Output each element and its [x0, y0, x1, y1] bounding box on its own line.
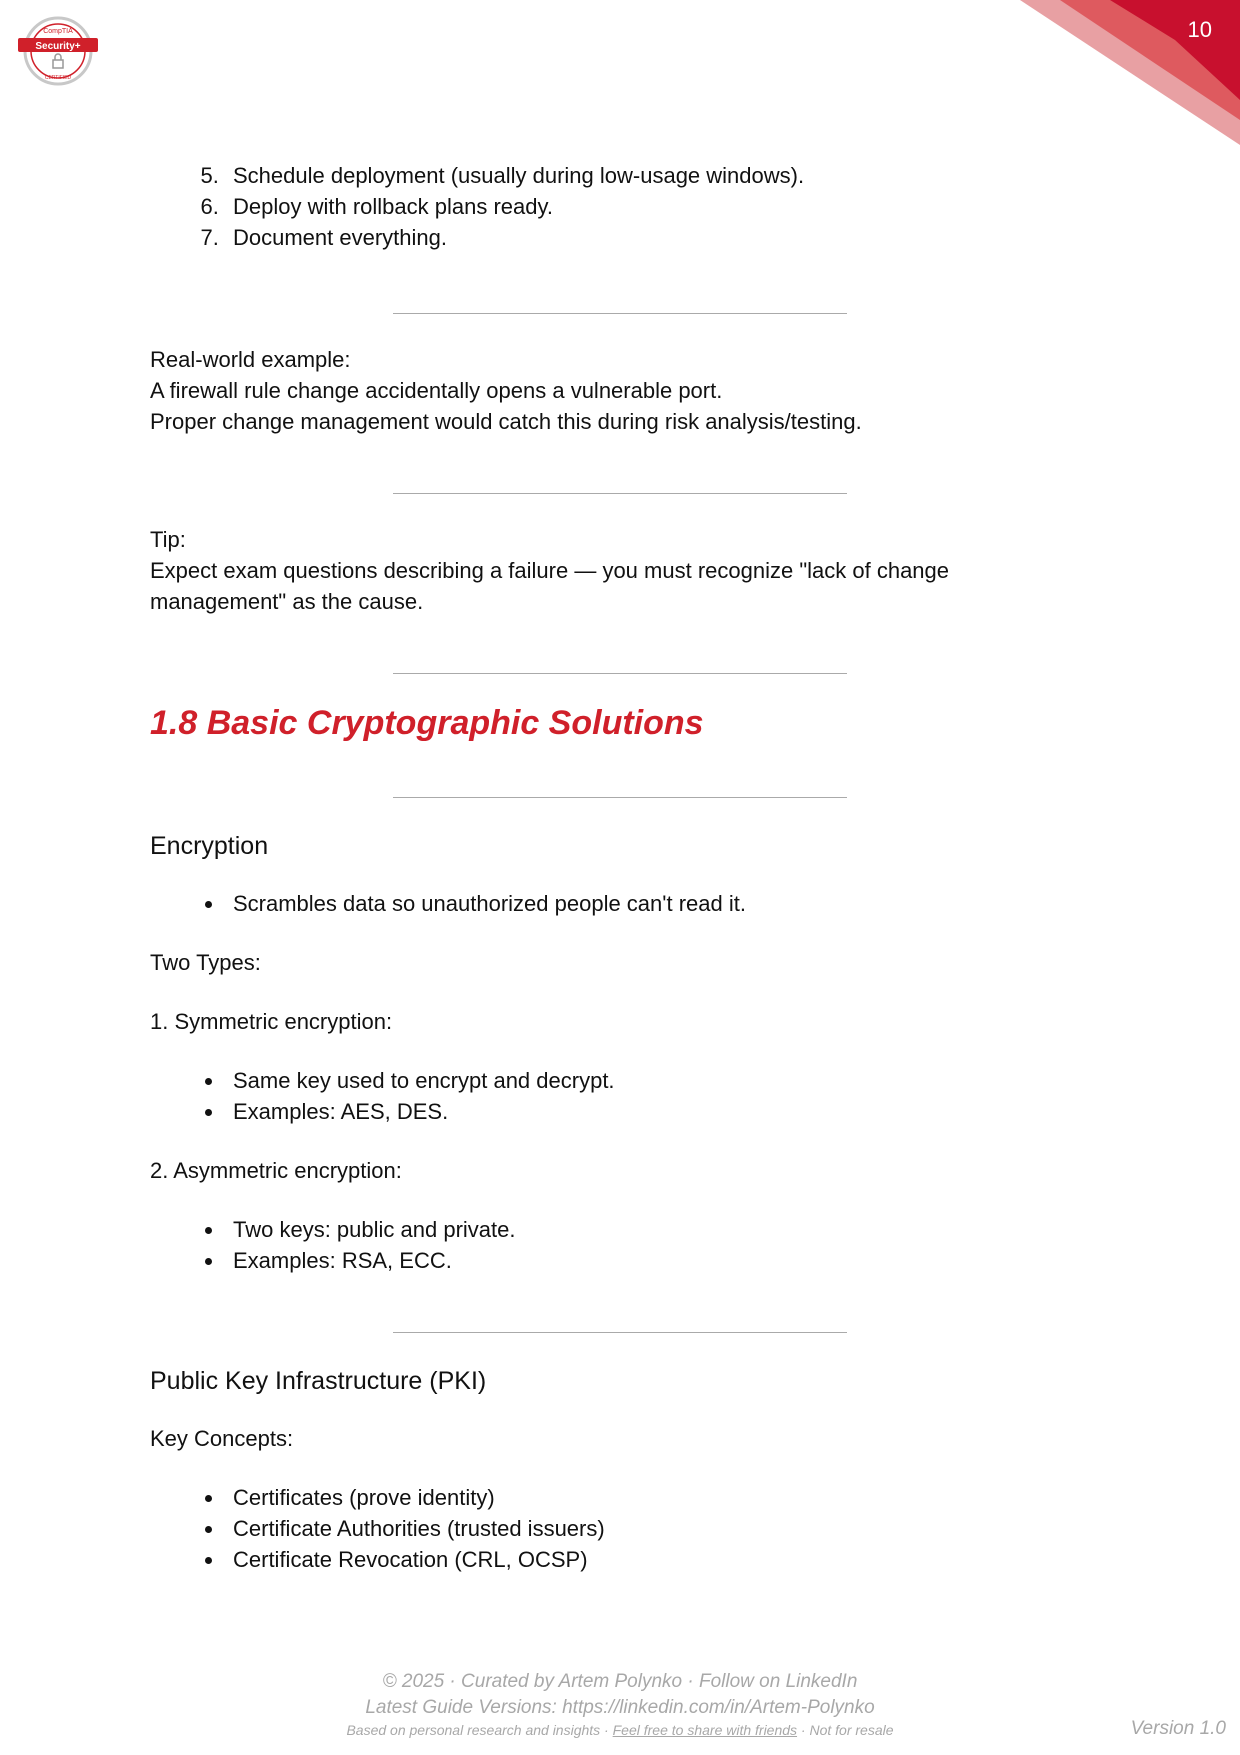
symmetric-bullets — [150, 1065, 1050, 1127]
divider — [393, 797, 847, 798]
version-label: Version 1.0 — [1130, 1718, 1226, 1739]
list-item: 6. Deploy with rollback plans ready. — [225, 191, 1050, 222]
tip-text: Expect exam questions describing a failure — you must recognize "lack of change management" as the cause. — [150, 558, 950, 614]
list-item: • Certificate Revocation (CRL, OCSP) — [225, 1544, 1050, 1575]
list-item: • Certificates (prove identity) — [225, 1482, 1050, 1513]
encryption-bullets — [150, 888, 1050, 919]
pki-bullets — [150, 1482, 1050, 1575]
list-item: • Certificate Authorities (trusted issuers) — [225, 1513, 1050, 1544]
list-item: • Scrambles data so unauthorized people can't read it. — [225, 888, 1050, 919]
svg-text:Security+: Security+ — [35, 41, 81, 52]
encryption-heading: Encryption — [150, 832, 269, 860]
security-plus-logo — [16, 14, 100, 88]
list-item: • Examples: AES, DES. — [225, 1096, 1050, 1127]
footer-line: Latest Guide Versions: https://linkedin.com/in/Artem-Polynko — [365, 1697, 875, 1718]
list-item: 7. Document everything. — [225, 222, 1050, 253]
pki-heading: Public Key Infrastructure (PKI) — [150, 1367, 487, 1395]
list-item: • Examples: RSA, ECC. — [225, 1245, 1050, 1276]
footer-line: © 2025 · Curated by Artem Polynko · Follow on LinkedIn — [382, 1671, 858, 1692]
page-number: 10 — [1187, 17, 1212, 42]
asymmetric-bullets — [150, 1214, 1050, 1276]
divider — [393, 313, 847, 314]
example-line: Proper change management would catch this during risk analysis/testing. — [150, 409, 862, 434]
example-heading: Real-world example: — [150, 347, 351, 372]
svg-text:CERTIFIED: CERTIFIED — [44, 75, 72, 81]
footer-text: Based on personal research and insights · — [346, 1722, 613, 1738]
divider — [393, 673, 847, 674]
section-title: 1.8 Basic Cryptographic Solutions — [150, 704, 704, 742]
key-concepts-label: Key Concepts: — [150, 1426, 294, 1451]
divider — [393, 1332, 847, 1333]
example-line: A firewall rule change accidentally opens a vulnerable port. — [150, 378, 723, 403]
steps-list — [150, 160, 1050, 253]
list-item: 5. Schedule deployment (usually during low-usage windows). — [225, 160, 1050, 191]
tip-block — [150, 524, 1050, 617]
footer-disclaimer — [0, 1722, 1240, 1738]
two-types-label: Two Types: — [150, 950, 261, 975]
symmetric-heading: 1. Symmetric encryption: — [150, 1009, 393, 1034]
footer-text: · Not for resale — [797, 1722, 894, 1738]
asymmetric-heading: 2. Asymmetric encryption: — [150, 1158, 402, 1183]
example-block — [150, 344, 1050, 437]
svg-text:CompTIA: CompTIA — [43, 28, 73, 35]
divider — [393, 493, 847, 494]
list-item: • Two keys: public and private. — [225, 1214, 1050, 1245]
share-link[interactable]: Feel free to share with friends — [612, 1722, 798, 1738]
tip-heading: Tip: — [150, 527, 186, 552]
page-content — [150, 160, 1050, 1575]
list-item: • Same key used to encrypt and decrypt. — [225, 1065, 1050, 1096]
